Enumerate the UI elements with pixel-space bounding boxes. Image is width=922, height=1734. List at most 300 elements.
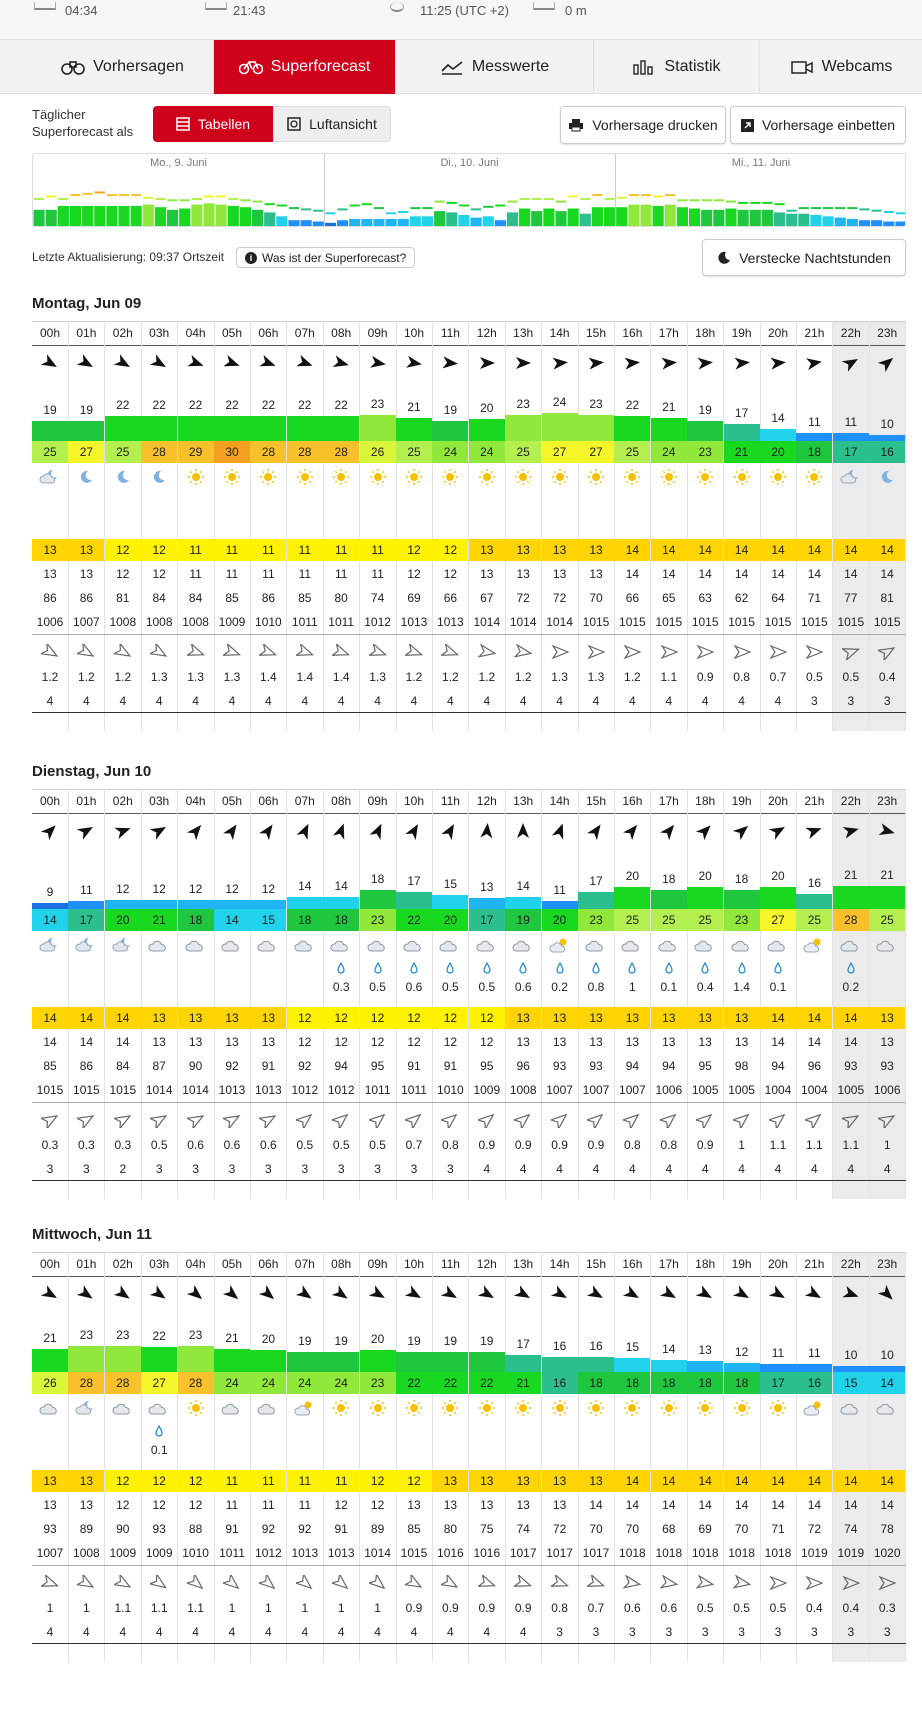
sun-icon [549,1399,571,1417]
moon-cloud-icon [840,468,862,486]
wave-period-value: 3 [265,1162,272,1176]
hour-label: 06h [258,794,279,808]
wave-direction-icon [150,644,168,660]
wind-speed-value: 22 [298,398,312,413]
temperature-value: 13 [68,1470,104,1492]
overview-gust-mark [799,207,809,209]
column-divider [905,789,906,1199]
humidity-value: 65 [662,591,676,605]
wind-arrow-icon [41,354,59,372]
wind-direction-arrow [833,821,869,841]
wave-period-value: 4 [483,1162,491,1176]
water-temperature-value: 13 [516,567,530,581]
tab-statistik[interactable] [594,40,760,94]
water-temperature-value: 14 [662,567,676,581]
humidity-value: 93 [552,1059,567,1073]
gust-value: 18 [796,441,832,463]
humidity-value: 74 [516,1522,530,1536]
temperature-value: 13 [432,1470,468,1492]
wave-direction-icon [514,1112,532,1128]
sun-icon [767,1399,789,1417]
temperature-value: 13 [578,539,614,561]
hour-label: 21h [804,326,825,340]
wave-direction-icon [150,1575,168,1591]
wind-speed-bar [68,1346,104,1372]
humidity-value: 98 [734,1059,749,1073]
wave-direction-icon [660,644,678,660]
gust-value: 28 [287,441,323,463]
wind-speed-value: 12 [261,881,276,896]
cloud-icon [731,936,753,954]
rain-amount: 0.5 [369,980,386,994]
humidity-value: 94 [625,1059,640,1073]
water-temperature-value: 14 [589,1498,603,1512]
humidity-value: 87 [152,1059,166,1073]
wave-height-value: 0.5 [733,1601,750,1615]
wave-height-value: 1.1 [660,670,678,684]
overview-wind-bar [422,216,433,227]
embed-forecast-button[interactable] [730,106,906,144]
humidity-value: 95 [698,1059,712,1073]
wind-direction-arrow [105,821,141,841]
pressure-value: 1006 [873,1083,901,1097]
gust-value: 25 [651,909,687,931]
overview-gust-mark [702,199,712,201]
wind-arrow-icon [623,1285,641,1303]
wave-direction-cell [105,642,141,662]
weather-cell [614,1398,650,1418]
wave-height-value: 0.3 [41,1138,59,1152]
gust-value: 14 [214,909,250,931]
wind-speed-bar [432,1352,468,1372]
wind-speed-bar [105,900,141,909]
wave-direction-icon [623,644,641,660]
wind-speed-bar [141,416,177,441]
altitude-icon [533,2,555,10]
wave-period-value: 3 [337,1162,345,1176]
sun-cloud-icon [549,936,571,954]
wind-speed-bar [287,416,323,441]
gust-value: 18 [323,909,359,931]
overview-gust-mark [520,198,530,200]
weather-cell [542,467,578,487]
wave-height-value: 0.4 [878,670,896,684]
tab-superforecast[interactable] [214,40,396,94]
water-temperature-value: 14 [698,567,712,581]
overview-wind-bar [191,205,202,227]
overview-wind-bar [216,205,227,227]
sun-icon [658,1399,680,1417]
wave-direction-cell [178,1573,214,1593]
wave-height-value: 1.2 [514,670,532,684]
hour-label: 16h [622,794,643,808]
temperature-value: 14 [869,1470,905,1492]
wind-speed-value: 21 [43,1330,57,1345]
view-aerial-button[interactable] [273,106,391,142]
hour-label: 23h [877,326,898,340]
wind-speed-bar [651,1360,687,1372]
humidity-value: 92 [225,1059,239,1073]
hour-label: 23h [877,1257,898,1271]
wind-direction-arrow [323,1284,359,1304]
wind-speed-value: 17 [516,1336,530,1351]
water-temperature-value: 14 [734,567,749,581]
wave-direction-cell [869,642,905,662]
wave-direction-cell [724,1573,760,1593]
overview-gust-mark [787,210,797,212]
wind-speed-value: 10 [880,1347,894,1362]
overview-wind-bar [616,207,627,227]
weather-cell [651,1398,687,1418]
cloud-icon [221,936,243,954]
wind-direction-arrow [869,821,905,841]
wind-speed-bar [68,421,104,441]
weather-cell [760,467,796,487]
overview-wind-bar [398,219,409,227]
wind-arrow-icon [660,354,678,372]
temperature-value: 13 [614,1007,650,1029]
tab-webcams[interactable] [760,40,922,94]
overview-wind-bar [883,222,894,228]
wave-direction-cell [214,1110,250,1130]
sun-cloud-icon [294,1399,316,1417]
wind-direction-arrow [396,353,432,373]
pressure-value: 1008 [109,615,137,629]
sunrise-time: 04:34 [65,3,98,18]
hour-label: 06h [258,1257,279,1271]
humidity-value: 91 [261,1059,276,1073]
overview-gust-mark [629,194,639,196]
view-tables-button[interactable] [153,106,273,142]
hour-label: 09h [367,1257,388,1271]
overview-wind-bar [713,210,724,227]
water-temperature-value: 11 [334,567,348,581]
humidity-value: 89 [79,1522,94,1536]
gust-value: 23 [578,909,614,931]
cloud-icon [148,1399,170,1417]
wind-speed-value: 11 [808,1346,821,1361]
sun-icon [621,1399,643,1417]
hide-night-label: Verstecke Nachtstunden [739,249,891,266]
overview-wind-bar [337,220,348,227]
wind-direction-arrow [287,1284,323,1304]
wind-speed-value: 11 [808,415,821,430]
wave-height-value: 1.4 [260,670,277,684]
water-temperature-value: 12 [407,567,421,581]
wave-period-value: 3 [83,1162,90,1176]
water-temperature-value: 13 [589,1035,603,1049]
pressure-value: 1015 [728,615,755,629]
overview-wind-bar [410,216,421,227]
water-temperature-value: 13 [443,1498,458,1512]
hide-night-hours-button[interactable] [702,239,906,276]
tab-vorhersagen[interactable] [32,40,214,94]
wave-direction-cell [651,1110,687,1130]
overview-wind-bar [665,205,676,227]
overview-gust-mark [398,211,408,213]
wind-speed-bar [760,429,796,441]
overview-wind-bar [313,222,324,228]
wave-direction-icon [41,1575,59,1591]
wind-speed-bar [396,418,432,441]
wind-arrow-icon [551,1285,569,1303]
overview-wind-bar [895,222,906,228]
wind-direction-arrow [796,1284,832,1304]
overview-wind-bar [519,209,530,228]
temperature-value: 11 [178,539,214,561]
wind-direction-arrow [360,353,396,373]
tab-label: Messwerte [471,58,550,75]
humidity-value: 95 [480,1059,494,1073]
overview-wind-bar [580,214,591,227]
wave-direction-icon [878,644,896,660]
gust-value: 16 [796,1372,832,1394]
wave-direction-icon [332,644,350,660]
pressure-value: 1004 [801,1083,828,1097]
wind-arrow-icon [150,354,168,372]
wave-direction-icon [187,1575,205,1591]
wave-period-value: 4 [701,1162,709,1176]
wind-speed-bar [724,424,760,441]
wave-height-value: 1 [301,1601,309,1615]
chart-icon [632,59,656,75]
overview-gust-mark [726,201,736,203]
wave-period-value: 4 [447,694,454,708]
hour-label: 10h [403,326,425,340]
pressure-value: 1008 [145,615,173,629]
wind-arrow-icon [259,1285,277,1303]
tab-messwerte[interactable] [396,40,594,94]
wave-period-value: 2 [119,1162,127,1176]
humidity-value: 94 [662,1059,676,1073]
water-temperature-value: 12 [116,567,130,581]
weather-cell [141,1398,177,1418]
wind-speed-value: 14 [298,878,312,893]
overview-gust-mark [495,205,505,207]
wind-arrow-icon [296,354,314,372]
weather-cell [141,467,177,487]
overview-wind-bar [240,207,251,227]
temperature-value: 14 [760,1007,796,1029]
pressure-value: 1007 [546,1083,573,1097]
wave-period-value: 4 [155,694,163,708]
humidity-value: 70 [589,591,603,605]
day-table-tuesday [32,763,906,1203]
overview-gust-mark [70,194,80,196]
overview-gust-mark [568,195,578,197]
pressure-value: 1015 [400,1546,428,1560]
water-temperature-value: 14 [880,567,894,581]
wave-period-value: 4 [774,694,782,708]
tab-label: Webcams [821,58,893,75]
wave-direction-cell [141,642,177,662]
wind-direction-arrow [578,353,614,373]
wave-direction-icon [733,1575,751,1591]
pressure-value: 1019 [837,1546,865,1560]
gust-value: 20 [105,909,141,931]
wind-speed-value: 17 [734,405,749,420]
wind-speed-value: 18 [734,872,749,887]
temperature-value: 12 [287,1007,323,1029]
water-temperature-value: 14 [844,567,858,581]
tab-label: Vorhersagen [93,58,184,75]
hour-label: 04h [185,1257,206,1271]
wind-direction-arrow [505,821,541,841]
wave-direction-icon [878,1575,896,1591]
weather-cell [760,1398,796,1418]
wind-speed-bar [614,1358,650,1372]
water-temperature-value: 13 [589,567,603,581]
wind-arrow-icon [733,1285,751,1303]
wind-arrow-icon [587,822,605,840]
gust-value: 22 [432,1372,468,1394]
rain-indicator [614,961,650,975]
wind-arrow-icon [551,822,569,840]
wave-direction-cell [141,1573,177,1593]
pressure-value: 1016 [473,1546,501,1560]
wave-direction-icon [696,644,714,660]
wind-speed-bar [250,1350,286,1372]
wind-direction-arrow [724,1284,760,1304]
wave-period-value: 4 [665,694,673,708]
wave-direction-cell [287,642,323,662]
gust-value: 28 [250,441,286,463]
column-divider [905,321,906,731]
wave-height-value: 1.1 [842,1138,860,1152]
overview-gust-mark [811,207,821,209]
overview-gust-mark [483,206,493,208]
wind-speed-bar [432,421,468,441]
wave-direction-icon [660,1112,678,1128]
what-is-superforecast-button[interactable] [236,247,415,268]
temperature-value: 13 [687,1007,723,1029]
pressure-value: 1014 [509,615,537,629]
wave-height-value: 0.6 [187,1138,204,1152]
humidity-value: 91 [407,1059,421,1073]
trend-icon [440,59,464,75]
humidity-value: 71 [771,1522,785,1536]
wind-arrow-icon [769,822,787,840]
weather-cell [724,935,760,955]
hour-label: 00h [39,1257,61,1271]
temperature-value: 11 [323,1470,359,1492]
gust-value: 20 [760,441,796,463]
weather-cell [469,467,505,487]
print-forecast-button[interactable] [560,106,726,144]
wave-height-value: 1 [337,1601,345,1615]
temperature-value: 14 [760,1470,796,1492]
cloud-icon [658,936,680,954]
wave-height-value: 1.1 [150,1601,168,1615]
weather-cell [833,935,869,955]
weather-cell [724,1398,760,1418]
wave-height-value: 0.9 [442,1601,459,1615]
wind-speed-value: 13 [480,880,494,895]
wave-period-value: 4 [337,694,345,708]
wave-direction-cell [796,642,832,662]
wind-arrow-icon [769,1285,787,1303]
water-temperature-value: 12 [443,567,458,581]
wind-arrow-icon [441,1285,459,1303]
hour-label: 11h [440,794,460,808]
wave-direction-icon [41,1112,59,1128]
temperature-value: 12 [396,1007,432,1029]
wind-arrow-icon [77,822,95,840]
rain-amount: 0.1 [150,1443,168,1457]
wind-speed-value: 18 [370,872,385,887]
wave-height-value: 1.3 [223,670,241,684]
sun-icon [731,468,753,486]
water-temperature-value: 14 [625,567,640,581]
humidity-value: 93 [880,1059,894,1073]
day-table-wednesday [32,1226,906,1666]
wave-direction-icon [405,644,423,660]
wind-speed-bar [250,416,286,441]
overview-wind-chart[interactable] [32,153,906,227]
overview-wind-bar [386,219,397,227]
gust-value: 27 [578,441,614,463]
wave-direction-cell [287,1573,323,1593]
overview-gust-mark [277,205,287,207]
day-title: Montag, Jun 09 [32,295,142,312]
overview-gust-mark [872,210,882,212]
wind-speed-value: 10 [880,416,894,431]
wave-period-value: 4 [447,1625,454,1639]
overview-wind-bar [82,206,93,227]
wind-arrow-icon [842,822,860,840]
weather-cell [833,467,869,487]
water-temperature-value: 12 [298,1035,312,1049]
overview-gust-mark [847,207,857,209]
gust-value: 30 [214,441,250,463]
temperature-value: 14 [651,1470,687,1492]
overview-gust-mark [350,205,360,207]
wind-speed-value: 13 [698,1343,712,1358]
gust-value: 18 [578,1372,614,1394]
raindrop-icon [555,962,565,974]
sun-icon [330,468,352,486]
water-temperature-value: 13 [407,1498,421,1512]
wave-period-value: 4 [192,1625,199,1639]
overview-gust-mark [714,199,724,201]
pressure-value: 1018 [655,1546,683,1560]
weather-cell [323,1398,359,1418]
wind-speed-value: 17 [589,873,603,888]
wave-direction-cell [178,1110,214,1130]
wind-arrow-icon [587,354,605,372]
humidity-value: 67 [480,591,494,605]
moon-icon [148,468,170,486]
hour-label: 12h [476,1257,497,1271]
humidity-value: 71 [807,591,822,605]
cloud-icon [621,936,643,954]
wave-direction-cell [724,642,760,662]
camera-icon [790,59,814,75]
overview-gust-mark [605,198,615,200]
sun-icon [476,1399,498,1417]
overview-wind-bar [361,219,372,227]
wave-direction-cell [578,1573,614,1593]
water-temperature-value: 13 [152,1035,166,1049]
wave-period-value: 4 [192,694,199,708]
overview-wind-bar [143,205,154,227]
raindrop-icon [373,962,383,974]
weather-cell [833,1398,869,1418]
wind-speed-value: 22 [188,398,203,413]
pressure-value: 1015 [691,615,719,629]
wind-direction-arrow [214,353,250,373]
pressure-value: 1015 [837,615,865,629]
